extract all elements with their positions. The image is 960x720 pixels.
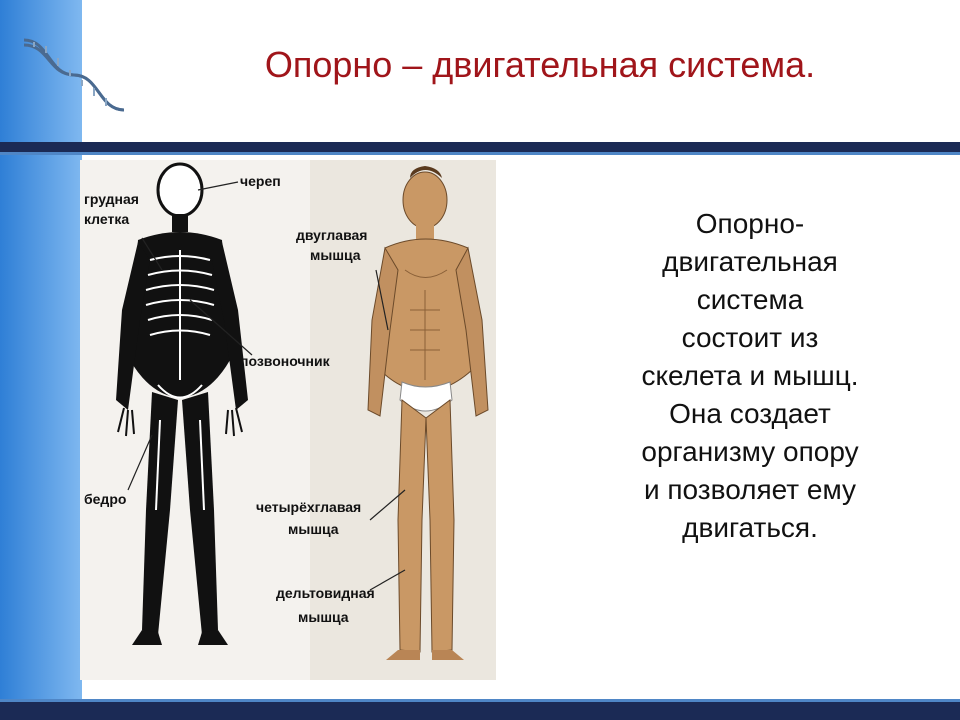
label-quadriceps-line2: мышца <box>288 521 339 537</box>
body-line: организму опору <box>641 436 859 467</box>
slide-title: Опорно – двигательная система. <box>264 44 816 85</box>
footer-divider <box>0 702 960 720</box>
label-quadriceps-line1: четырёхглавая <box>256 499 362 515</box>
label-femur: бедро <box>84 491 127 507</box>
body-line: двигаться. <box>682 512 818 543</box>
anatomy-figure <box>80 160 496 680</box>
label-spine: позвоночник <box>240 353 330 369</box>
body-line: Опорно- <box>695 208 805 239</box>
label-deltoid-line1: дельтовидная <box>276 585 375 601</box>
label-chest-line2: клетка <box>84 211 130 227</box>
label-deltoid-line2: мышца <box>298 609 349 625</box>
header-divider <box>0 142 960 152</box>
body-line: система <box>696 284 804 315</box>
body-line: скелета и мышц. <box>641 360 859 391</box>
dna-helix-icon <box>14 30 134 116</box>
label-biceps-line1: двуглавая <box>296 227 368 243</box>
body-line: Она создает <box>669 398 831 429</box>
header-divider-accent <box>0 152 960 155</box>
body-line: двигательная <box>662 246 838 277</box>
label-skull: череп <box>240 173 281 189</box>
body-line: состоит из <box>681 322 819 353</box>
label-chest-line1: грудная <box>84 191 139 207</box>
label-biceps-line2: мышца <box>310 247 361 263</box>
body-line: и позволяет ему <box>643 474 857 505</box>
slide-body-text <box>600 205 900 547</box>
